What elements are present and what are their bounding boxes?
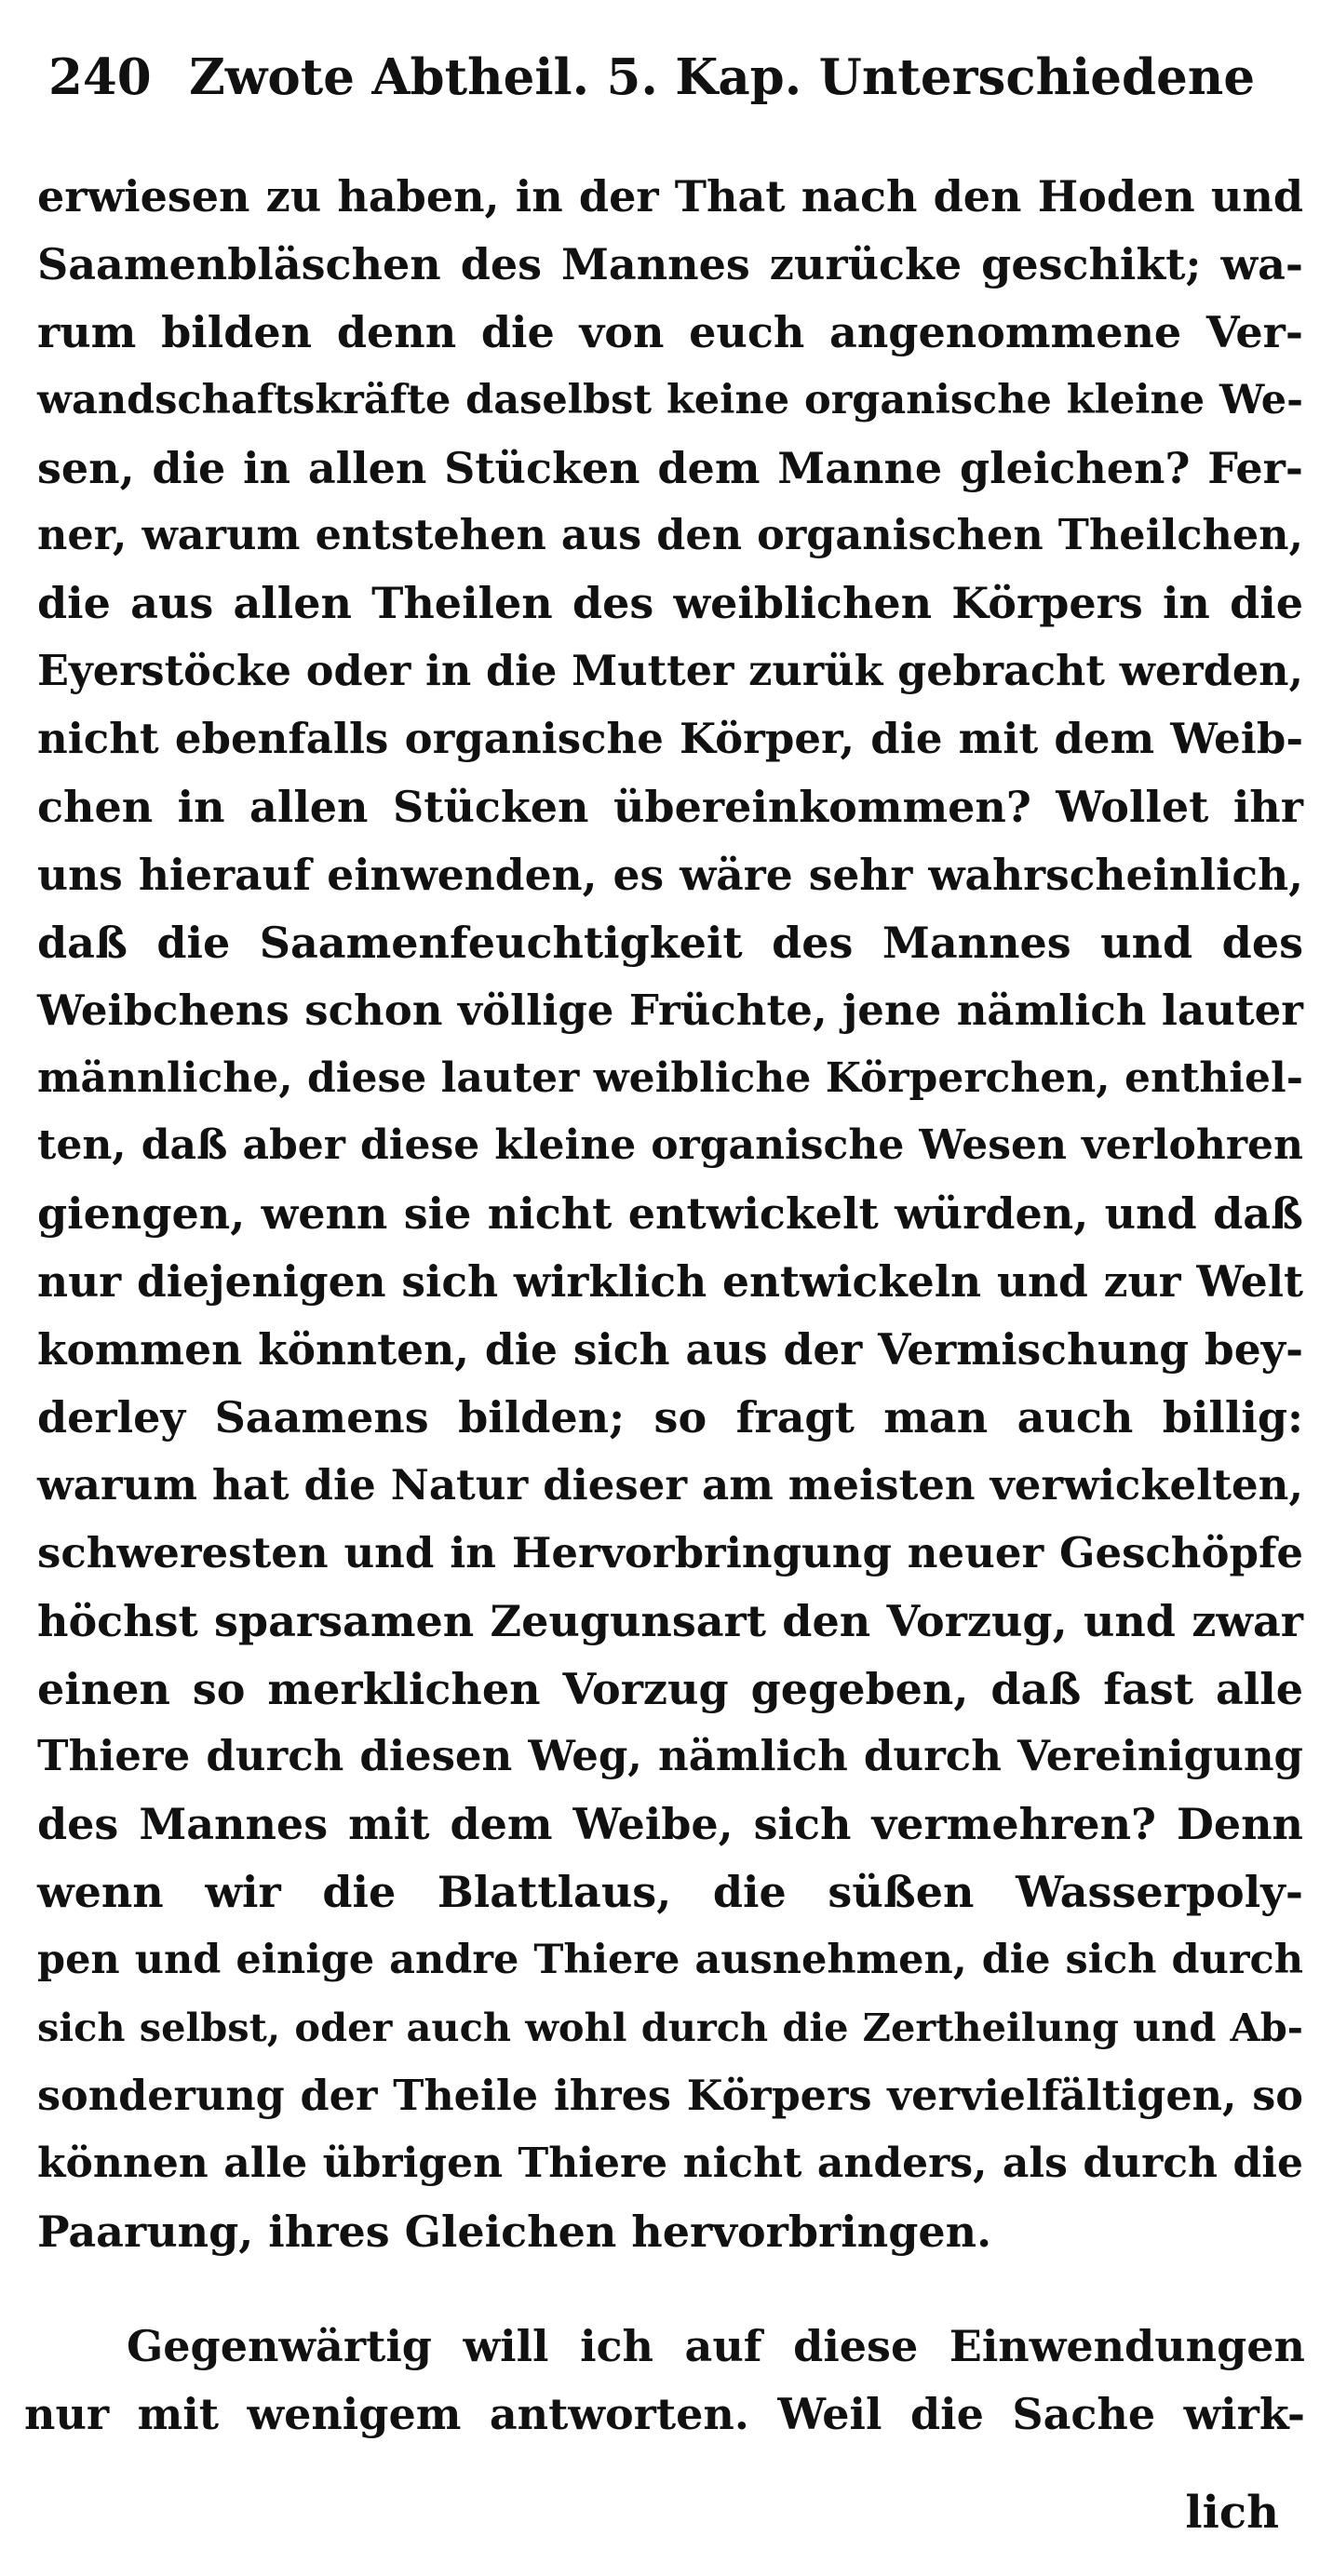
text-line: nur diejenigen sich wirklich entwickeln und zur Welt xyxy=(37,1256,1303,1308)
paragraph-2 xyxy=(24,2313,1305,2449)
text-line: chen in allen Stücken übereinkommen? Wollet ihr xyxy=(37,782,1303,833)
text-line: des Mannes mit dem Weibe, sich vermehren? Denn xyxy=(37,1799,1303,1850)
text-line: wandschaftskräfte daselbst keine organische kleine We- xyxy=(37,376,1303,423)
text-line: daß die Saamenfeuchtigkeit des Mannes und des xyxy=(37,917,1303,968)
text-line: nur mit wenigem antworten. Weil die Sache wirk- xyxy=(24,2388,1305,2439)
running-head xyxy=(48,26,1259,128)
text-line: kommen könnten, die sich aus der Vermischung bey- xyxy=(37,1324,1303,1375)
text-line: Gegenwärtig will ich auf diese Einwendungen xyxy=(127,2321,1305,2371)
text-line: Eyerstöcke oder in die Mutter zurük gebracht werden, xyxy=(37,647,1303,696)
running-title: Zwote Abtheil. 5. Kap. Unterschiedene xyxy=(189,48,1256,106)
text-line: erwiesen zu haben, in der That nach den Hoden und xyxy=(37,171,1303,221)
paragraph-1 xyxy=(37,163,1303,2266)
text-line: Paarung, ihres Gleichen hervorbringen. xyxy=(37,2206,992,2257)
text-line: Weibchens schon völlige Früchte, jene nämlich lauter xyxy=(37,985,1303,1035)
text-line: männliche, diese lauter weibliche Körperchen, enthiel- xyxy=(37,1053,1303,1102)
text-line: ten, daß aber diese kleine organische Wesen verlohren xyxy=(37,1121,1303,1170)
text-line: pen und einige andre Thiere ausnehmen, die sich durch xyxy=(37,1937,1303,1984)
text-line: giengen, wenn sie nicht entwickelt würden, und daß xyxy=(37,1188,1303,1240)
text-line: Thiere durch diesen Weg, nämlich durch Vereinigung xyxy=(37,1731,1303,1781)
text-line: rum bilden denn die von euch angenommene Ver- xyxy=(37,306,1303,357)
text-line: die aus allen Theilen des weiblichen Körpers in die xyxy=(37,578,1303,629)
text-line: sich selbst, oder auch wohl durch die Zertheilung und Ab- xyxy=(37,2005,1303,2051)
text-line: derley Saamens bilden; so fragt man auch billig: xyxy=(37,1392,1303,1443)
text-line: Saamenbläschen des Mannes zurücke geschikt; wa- xyxy=(37,238,1303,289)
text-line: warum hat die Natur dieser am meisten verwickelten, xyxy=(37,1459,1303,1509)
catchword: lich xyxy=(1185,2487,1279,2539)
text-line: schweresten und in Hervorbringung neuer Geschöpfe xyxy=(37,1527,1303,1577)
page-number: 240 xyxy=(48,48,152,106)
text-line: nicht ebenfalls organische Körper, die mit dem Weib- xyxy=(37,714,1303,764)
text-line: können alle übrigen Thiere nicht anders, als durch die xyxy=(37,2139,1303,2187)
text-line: uns hierauf einwenden, es wäre sehr wahrscheinlich, xyxy=(37,849,1303,900)
text-line: sonderung der Theile ihres Körpers vervielfältigen, so xyxy=(37,2071,1303,2120)
text-line: sen, die in allen Stücken dem Manne gleichen? Fer- xyxy=(37,442,1303,493)
text-line: wenn wir die Blattlaus, die süßen Wasserpoly- xyxy=(37,1867,1303,1918)
text-line: einen so merklichen Vorzug gegeben, daß fast alle xyxy=(37,1663,1303,1714)
text-line: ner, warum entstehen aus den organischen Theilchen, xyxy=(37,511,1303,560)
text-line: höchst sparsamen Zeugunsart den Vorzug, und zwar xyxy=(37,1595,1303,1646)
